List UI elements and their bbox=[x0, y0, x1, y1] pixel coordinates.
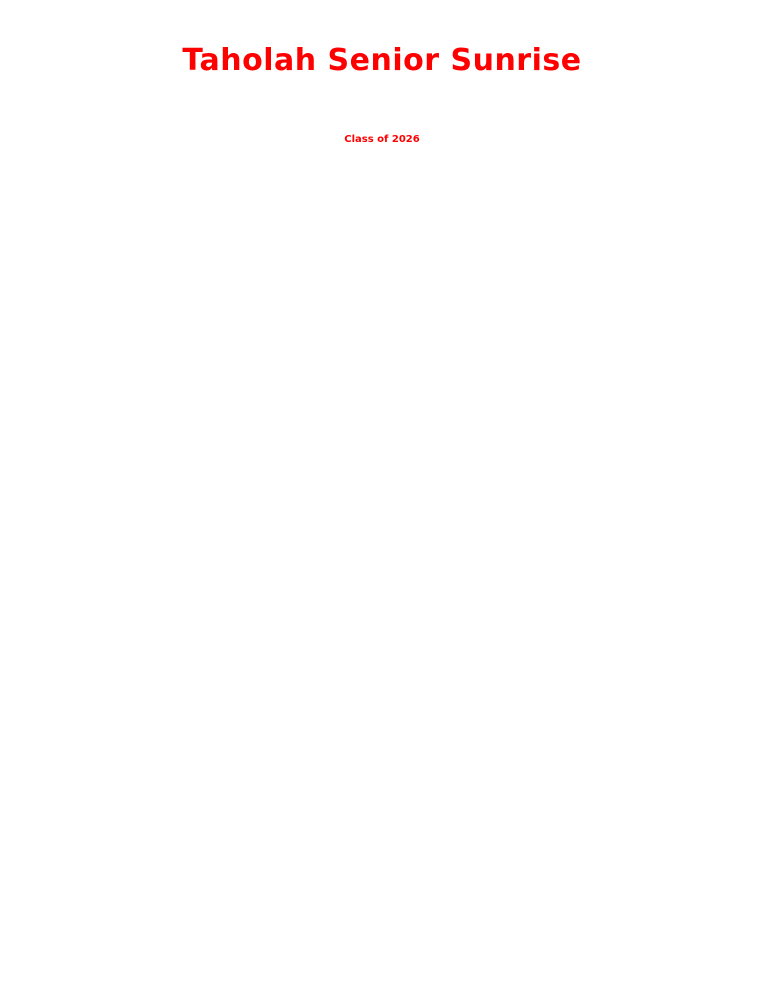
paragraph-line bbox=[0, 914, 764, 952]
paragraph-line bbox=[0, 507, 764, 545]
paragraph-line bbox=[0, 357, 764, 395]
paragraph-announcement bbox=[0, 207, 764, 320]
paragraph-line bbox=[0, 839, 764, 877]
paragraph-line bbox=[0, 545, 764, 583]
paragraph-line bbox=[0, 726, 764, 764]
paragraph-line bbox=[0, 395, 764, 433]
paragraph-line bbox=[0, 282, 764, 320]
paragraph-invitation bbox=[0, 801, 764, 989]
paragraph-line bbox=[0, 876, 764, 914]
flyer-subtitle: Class of 2026 bbox=[344, 134, 420, 145]
paragraph-line bbox=[0, 951, 764, 989]
paragraph-meeting-details bbox=[0, 357, 764, 658]
paragraph-line bbox=[0, 583, 764, 621]
paragraph-line bbox=[0, 432, 764, 470]
paragraph-breakfast bbox=[0, 688, 764, 763]
flyer-title: Taholah Senior Sunrise bbox=[182, 43, 582, 78]
paragraph-line bbox=[0, 245, 764, 283]
paragraph-line bbox=[0, 801, 764, 839]
paragraph-line bbox=[0, 470, 764, 508]
paragraph-line bbox=[0, 620, 764, 658]
paragraph-line bbox=[0, 688, 764, 726]
paragraph-line bbox=[0, 207, 764, 245]
